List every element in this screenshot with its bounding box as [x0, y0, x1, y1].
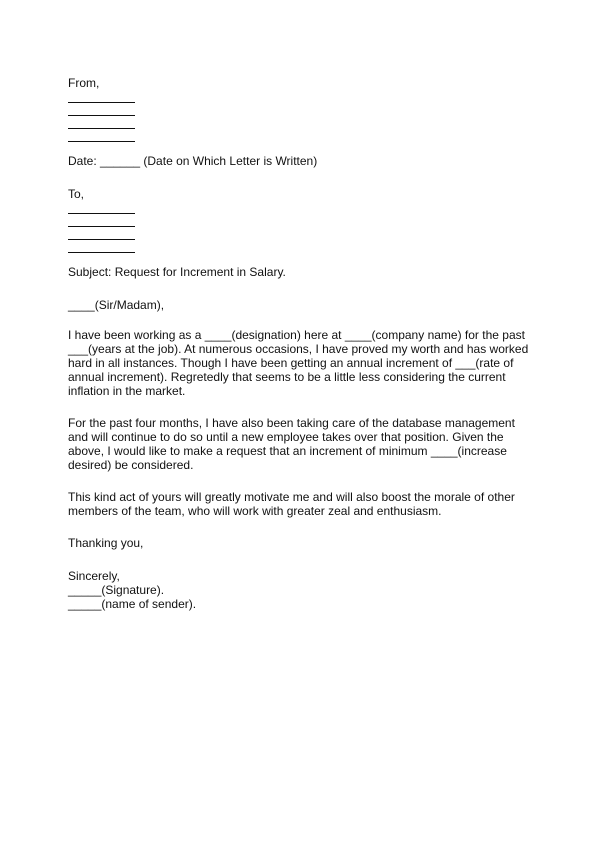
to-address-blank-line [68, 213, 135, 214]
from-label: From, [68, 76, 100, 90]
subject-line: Subject: Request for Increment in Salary. [68, 265, 286, 279]
paragraph-line: ___(years at the job). At numerous occasions, I have proved my worth and has worked [68, 342, 529, 356]
paragraph-line: This kind act of yours will greatly motivate me and will also boost the morale of other [68, 490, 515, 504]
paragraph-line: above, I would like to make a request that an increment of minimum ____(increase [68, 444, 507, 458]
body-paragraph-3 [68, 490, 538, 518]
paragraph-line: annual increment). Regretedly that seems to be a little less considering the current [68, 370, 506, 384]
from-address-blank-line [68, 128, 135, 129]
body-paragraph-2 [68, 416, 538, 472]
body-paragraph-1 [68, 328, 538, 398]
paragraph-line: members of the team, who will work with greater zeal and enthusiasm. [68, 504, 442, 518]
to-address-blanks [68, 213, 538, 253]
to-label: To, [68, 187, 85, 201]
salutation: ____(Sir/Madam), [68, 298, 165, 312]
closing-line: Sincerely, [68, 569, 120, 583]
letter-page [68, 76, 538, 611]
to-address-blank-line [68, 239, 135, 240]
paragraph-line: and will continue to do so until a new employee takes over that position. Given the [68, 430, 504, 444]
from-address-blank-line [68, 115, 135, 116]
to-address-blank-line [68, 252, 135, 253]
from-address-blank-line [68, 102, 135, 103]
paragraph-line: hard in all instances. Though I have been getting an annual increment of ___(rate of [68, 356, 514, 370]
sender-name-line: _____(name of sender). [68, 597, 197, 611]
paragraph-line: I have been working as a ____(designation) here at ____(company name) for the past [68, 328, 525, 342]
paragraph-line: inflation in the market. [68, 384, 186, 398]
paragraph-line: desired) be considered. [68, 458, 194, 472]
thanks-line: Thanking you, [68, 536, 144, 550]
from-address-blanks [68, 102, 538, 142]
closing-block [68, 569, 538, 611]
signature-line: _____(Signature). [68, 583, 165, 597]
date-line: Date: ______ (Date on Which Letter is Written) [68, 154, 318, 168]
paragraph-line: For the past four months, I have also been taking care of the database management [68, 416, 515, 430]
to-address-blank-line [68, 226, 135, 227]
from-address-blank-line [68, 141, 135, 142]
